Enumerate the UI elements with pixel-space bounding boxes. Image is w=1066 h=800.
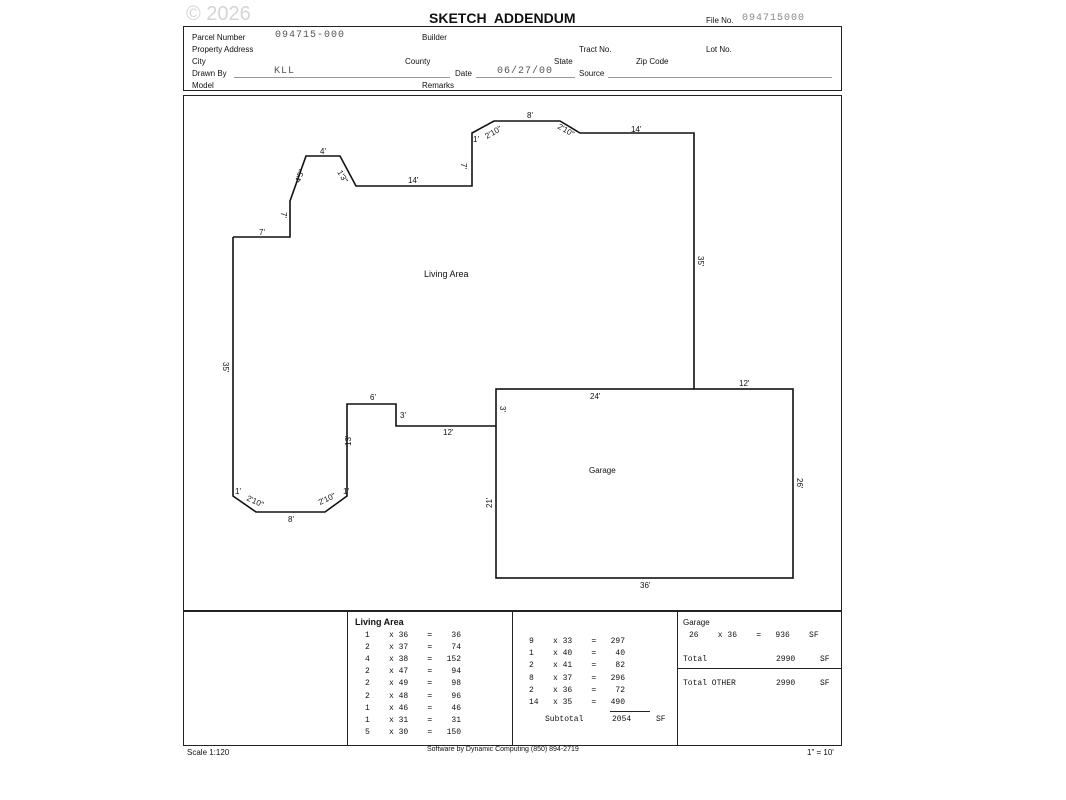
dim-label: 7'	[259, 228, 265, 237]
dim-label: 1'3"	[335, 168, 350, 185]
garage-calc-row: 26 x 36 = 936 SF	[689, 631, 819, 640]
parcel-number-label: Parcel Number	[192, 33, 246, 42]
living-area-label: Living Area	[424, 269, 469, 279]
date-label: Date	[455, 69, 472, 78]
dim-label: 35'	[696, 256, 705, 267]
calc-row: 1 x 46 = 46	[365, 703, 462, 713]
dim-label: 24'	[590, 392, 601, 401]
calc-row: 2 x 36 = 72	[529, 685, 626, 695]
zip-code-label: Zip Code	[636, 57, 669, 66]
living-area-outline	[233, 121, 694, 389]
county-label: County	[405, 57, 431, 66]
dim-label: 3'	[498, 406, 507, 412]
parcel-number-value: 094715-000	[275, 30, 346, 41]
tract-no-label: Tract No.	[579, 45, 612, 54]
remarks-label: Remarks	[422, 81, 455, 90]
drawn-by-value: KLL	[274, 66, 296, 77]
dim-label: 7'	[279, 212, 288, 218]
dim-label: 1'	[473, 135, 479, 144]
subtotal-label: Subtotal	[545, 715, 584, 724]
drawn-by-label: Drawn By	[192, 69, 227, 78]
calc-row: 1 x 36 = 36	[365, 631, 462, 640]
calc-row: 8 x 37 = 296	[529, 673, 626, 683]
garage-label: Garage	[589, 466, 616, 475]
property-address-label: Property Address	[192, 45, 254, 54]
dim-label: 35'	[221, 362, 230, 373]
calc-row: 5 x 30 = 150	[365, 727, 462, 737]
calc-row: 2 x 49 = 98	[365, 679, 462, 689]
dim-label: 1'	[235, 487, 241, 496]
total-unit: SF	[820, 655, 830, 664]
dim-label: 3'	[400, 411, 406, 420]
calc-row: 4 x 38 = 152	[365, 655, 462, 665]
dim-label: 6'	[370, 393, 376, 402]
garage-calc-title: Garage	[683, 618, 710, 627]
total-label: Total	[683, 655, 708, 664]
subtotal-rule	[610, 711, 650, 712]
model-label: Model	[192, 81, 214, 90]
lot-no-label: Lot No.	[706, 45, 732, 54]
city-label: City	[192, 57, 206, 66]
dim-label: 21'	[485, 497, 494, 508]
dim-label: 4'	[320, 147, 326, 156]
total-other-unit: SF	[820, 679, 830, 688]
file-no-value: 094715000	[742, 13, 806, 24]
calc-divider-2	[512, 611, 513, 746]
calc-row: 2 x 48 = 96	[365, 691, 462, 701]
state-label: State	[554, 57, 573, 66]
dim-label: 8'	[527, 111, 533, 120]
calc-row: 1 x 31 = 31	[365, 715, 462, 725]
garage-outline	[496, 389, 793, 578]
dim-label: 36'	[640, 581, 651, 590]
living-area-calc-title: Living Area	[355, 617, 404, 627]
copyright-watermark: © 2026	[186, 3, 251, 25]
dim-label: 14'	[408, 176, 419, 185]
calc-row: 1 x 40 = 40	[529, 649, 626, 659]
scale-ratio: 1" = 10'	[807, 748, 834, 757]
garage-divider	[677, 668, 842, 669]
dim-label: 1'	[343, 487, 349, 496]
calc-divider-3	[677, 611, 678, 746]
calc-row: 2 x 47 = 94	[365, 667, 462, 677]
scale-label: Scale 1:120	[187, 748, 230, 757]
dim-label: 4'5"	[293, 168, 307, 184]
calc-row: 2 x 41 = 82	[529, 661, 626, 671]
calc-row: 14 x 35 = 490	[529, 698, 626, 707]
total-other-label: Total OTHER	[683, 679, 736, 688]
subtotal-unit: SF	[656, 715, 666, 724]
dim-label: 13'	[344, 435, 353, 446]
dim-label: 12'	[739, 379, 750, 388]
calc-row: 2 x 37 = 74	[365, 643, 462, 653]
page-title: SKETCH ADDENDUM	[429, 10, 576, 26]
total-value: 2990	[776, 655, 796, 664]
dim-label: 7'	[459, 163, 468, 169]
calc-divider-1	[347, 611, 348, 746]
date-value: 06/27/00	[497, 66, 554, 77]
dim-label: 26'	[795, 478, 804, 489]
total-other-value: 2990	[776, 679, 796, 688]
file-no-label: File No.	[706, 16, 734, 25]
dim-label: 2'10"	[245, 493, 266, 510]
subtotal-value: 2054	[612, 715, 632, 724]
dim-label: 2'10"	[556, 121, 576, 139]
dim-label: 14'	[631, 125, 642, 134]
dim-label: 8'	[288, 515, 294, 524]
dim-label: 12'	[443, 428, 454, 437]
software-credit: Software by Dynamic Computing (850) 894-2719	[427, 746, 579, 753]
calc-row: 9 x 33 = 297	[529, 637, 626, 646]
source-label: Source	[579, 69, 605, 78]
builder-label: Builder	[422, 33, 447, 42]
dim-label: 2'10"	[317, 491, 337, 507]
dim-label: 2'10"	[483, 124, 504, 141]
